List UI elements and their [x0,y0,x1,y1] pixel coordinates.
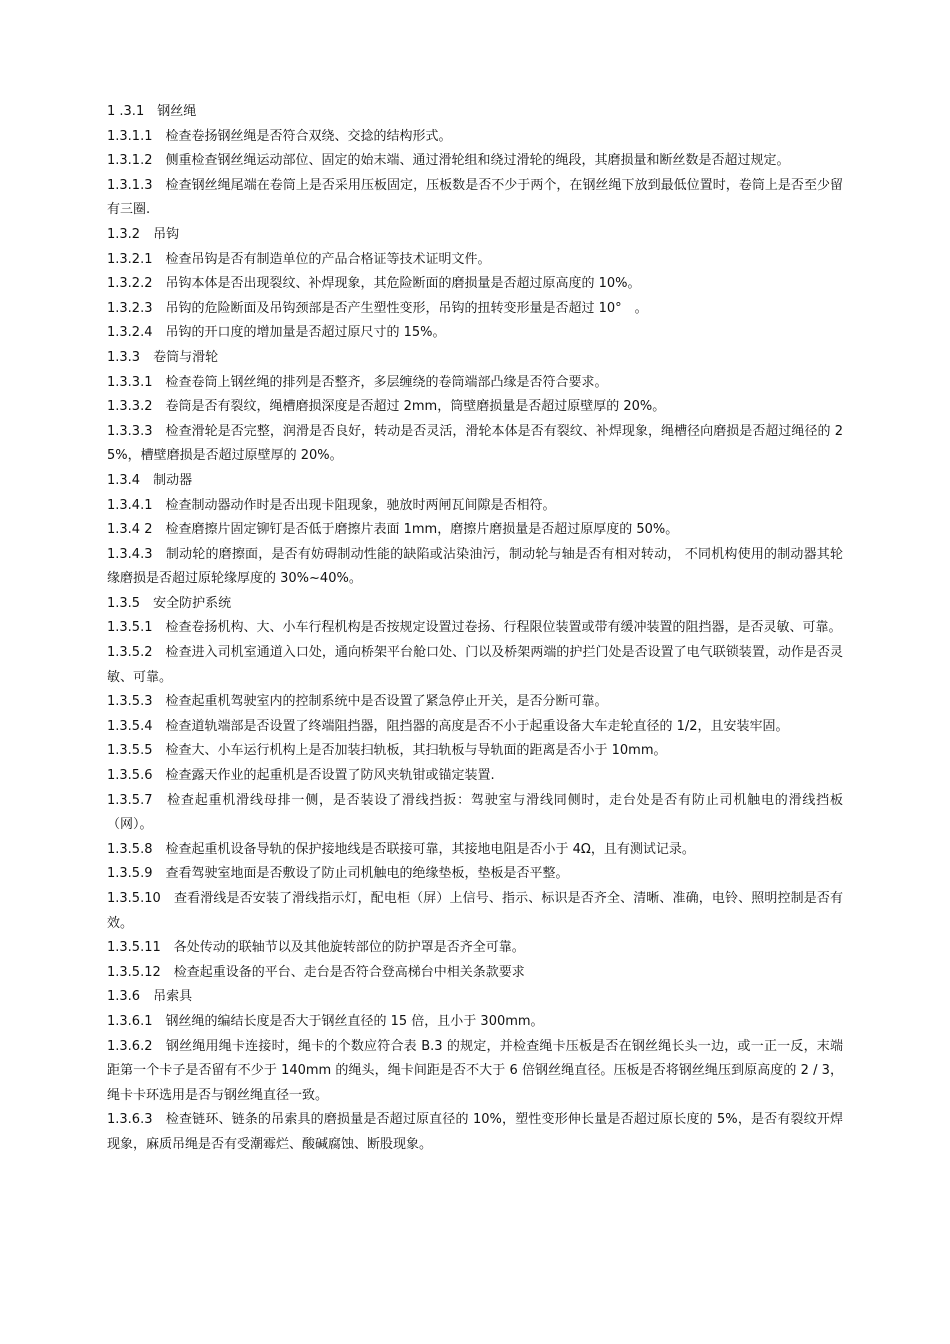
clause-paragraph: 1.3.5.10 查看滑线是否安装了滑线指示灯，配电柜（屏）上信号、指示、标识是否齐全、清晰、准确，电铃、照明控制是否有效。 [107,891,843,931]
section-heading: 1 .3.1 钢丝绳 [107,104,197,119]
clause-paragraph: 1.3.5.4 检查道轨端部是否设置了终端阻挡器，阻挡器的高度是否不小于起重设备大车走轮直径的 1/2，且安装牢固。 [107,718,789,734]
clause-paragraph: 1.3.2.2 吊钩本体是否出现裂纹、补焊现象，其危险断面的磨损量是否超过原高度的 10%。 [107,276,641,292]
clause-paragraph: 1.3.2.3 吊钩的危险断面及吊钩颈部是否产生塑性变形，吊钩的扭转变形量是否超过 10° 。 [107,300,648,316]
clause-paragraph: 1.3.6.1 钢丝绳的编结长度是否大于钢丝直径的 15 倍，且小于 300mm。 [107,1013,544,1029]
clause-paragraph: 1.3.3.1 检查卷筒上钢丝绳的排列是否整齐，多层缠绕的卷筒端部凸缘是否符合要求。 [107,374,608,390]
section-heading: 1.3.3 卷筒与滑轮 [107,349,219,365]
clause-paragraph: 1.3.6.3 检查链环、链条的吊索具的磨损量是否超过原直径的 10%，塑性变形伸长量是否超过原长度的 5%，是否有裂纹开焊现象，麻质吊绳是否有受潮霉烂、酸碱腐蚀、断股现象。 [107,1112,843,1152]
clause-paragraph: 1.3.2.4 吊钩的开口度的增加量是否超过原尺寸的 15%。 [107,325,446,341]
clause-paragraph: 1.3.5.11 各处传动的联轴节以及其他旋转部位的防护罩是否齐全可靠。 [107,940,525,956]
clause-paragraph: 1.3.5.1 检查卷扬机构、大、小车行程机构是否按规定设置过卷扬、行程限位装置或带有缓冲装置的阻挡器，是否灵敏、可靠。 [107,620,842,636]
clause-paragraph: 1.3.5.8 检查起重机设备导轨的保护接地线是否联接可靠，其接地电阻是否小于 4Ω，且有测试记录。 [107,841,695,857]
clause-paragraph: 1.3.5.3 检查起重机驾驶室内的控制系统中是否设置了紧急停止开关，是否分断可靠。 [107,694,608,710]
clause-paragraph: 1.3.1.2 侧重检查钢丝绳运动部位、固定的始末端、通过滑轮组和绕过滑轮的绳段，其磨损量和断丝数是否超过规定。 [107,153,790,169]
section-heading: 1.3.2 吊钩 [107,226,180,242]
clause-paragraph: 1.3.5.7 检查起重机滑线母排一侧，是否装设了滑线挡扳：驾驶室与滑线同侧时，走台处是否有防止司机触电的滑线挡板（网）。 [107,792,843,833]
clause-paragraph: 1.3.5.5 检查大、小车运行机构上是否加装扫轨板，其扫轨板与导轨面的距离是否小于 10mm。 [107,743,667,759]
clause-paragraph: 1.3.5.9 查看驾驶室地面是否敷设了防止司机触电的绝缘垫板，垫板是否平整。 [107,866,569,882]
clause-paragraph: 1.3.2.1 检查吊钩是否有制造单位的产品合格证等技术证明文件。 [107,251,491,267]
clause-paragraph: 1.3.4.3 制动轮的磨擦面，是否有妨碍制动性能的缺陷或沾染油污，制动轮与轴是否有相对转动， 不同机构使用的制动器其轮缘磨损是否超过原轮缘厚度的 30%~40%。 [107,546,843,587]
clause-paragraph: 1.3.5.12 检查起重设备的平台、走台是否符合登高梯台中相关条款要求 [107,964,525,980]
clause-paragraph: 1.3.4.1 检查制动器动作时是否出现卡阻现象，驰放时两闸瓦间隙是否相符。 [107,497,556,513]
clause-paragraph: 1.3.5.2 检查进入司机室通道入口处，通向桥架平台舱口处、门以及桥架两端的护拦门处是否设置了电气联锁装置，动作是否灵敏、可靠。 [107,645,843,685]
clause-paragraph: 1.3.3.2 卷筒是否有裂纹，绳槽磨损深度是否超过 2mm，筒壁磨损量是否超过原壁厚的 20%。 [107,399,666,415]
clause-paragraph: 1.3.1.3 检查钢丝绳尾端在卷筒上是否采用压板固定，压板数是否不少于两个，在钢丝绳下放到最低位置时，卷筒上是否至少留有三圈. [107,177,843,218]
section-heading: 1.3.5 安全防护系统 [107,595,232,611]
section-heading: 1.3.6 吊索具 [107,989,193,1005]
clause-paragraph: 1.3.1.1 检查卷扬钢丝绳是否符合双绕、交捻的结构形式。 [107,128,452,144]
clause-paragraph: 1.3.4 2 检查磨擦片固定铆钉是否低于磨擦片表面 1mm，磨擦片磨损量是否超过原厚度的 50%。 [107,522,679,538]
clause-paragraph: 1.3.5.6 检查露天作业的起重机是否设置了防风夹轨钳或锚定装置. [107,768,495,784]
document-page [107,100,843,1158]
section-heading: 1.3.4 制动器 [107,472,193,488]
clause-paragraph: 1.3.3.3 检查滑轮是否完整，润滑是否良好，转动是否灵活，滑轮本体是否有裂纹、补焊现象，绳槽径向磨损是否超过绳径的 25%，槽壁磨损是否超过原壁厚的 20%。 [107,423,843,464]
clause-paragraph: 1.3.6.2 钢丝绳用绳卡连接时，绳卡的个数应符合表 B.3 的规定，并检查绳卡压板是否在钢丝绳长头一边，或一正一反，末端距第一个卡子是否留有不少于 140mm 的绳头，绳卡间距是否不大于 6 倍钢丝绳直径。压板是否将钢丝绳压到原高度的 2 / 3，绳卡卡环选用是否与钢丝绳直径一致。 [107,1038,843,1103]
